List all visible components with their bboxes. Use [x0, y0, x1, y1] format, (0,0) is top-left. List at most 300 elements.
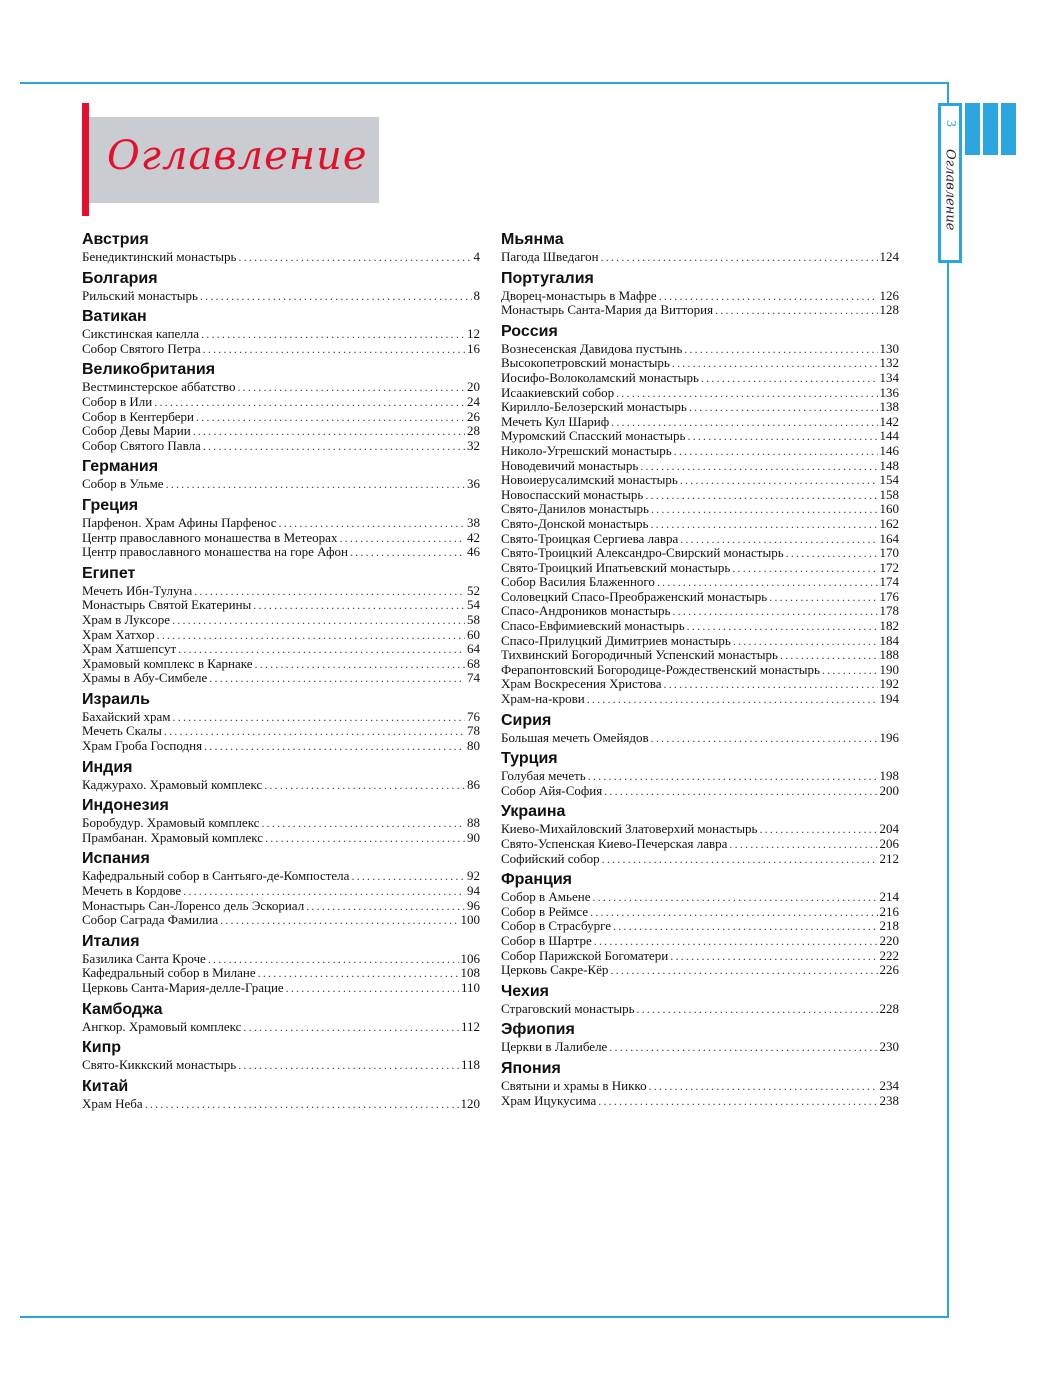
section-tab — [938, 103, 1028, 263]
toc-entry[interactable] — [82, 584, 480, 599]
dot-leader — [590, 905, 877, 920]
toc-entry[interactable] — [501, 604, 899, 619]
entry-page-number: 54 — [467, 597, 480, 613]
frame-right-line — [947, 82, 949, 1318]
toc-entry[interactable] — [82, 981, 480, 996]
entry-page-number: 182 — [879, 618, 899, 634]
toc-entry[interactable] — [82, 739, 480, 754]
tab-label: Оглавление — [942, 149, 958, 231]
entry-title: Страговский монастырь — [501, 1000, 635, 1016]
entry-page-number: 108 — [460, 965, 480, 981]
dot-leader — [640, 459, 877, 474]
entry-title: Храмовый комплекс в Карнаке — [82, 655, 253, 671]
entry-title: Новодевичий монастырь — [501, 457, 639, 473]
toc-entry[interactable] — [501, 634, 899, 649]
entry-page-number: 174 — [879, 574, 899, 590]
toc-entry[interactable] — [501, 303, 899, 318]
toc-entry[interactable] — [82, 913, 480, 928]
entry-page-number: 204 — [879, 821, 899, 837]
entry-title: Большая мечеть Омейядов — [501, 729, 649, 745]
toc-section — [82, 758, 480, 793]
entry-page-number: 28 — [467, 423, 480, 439]
entry-page-number: 170 — [879, 545, 899, 561]
toc-entry[interactable] — [501, 692, 899, 707]
toc-entry[interactable] — [501, 532, 899, 547]
entry-page-number: 118 — [460, 1057, 480, 1073]
toc-section — [501, 982, 899, 1017]
dot-leader — [183, 884, 465, 899]
dot-leader — [715, 303, 877, 318]
entry-page-number: 162 — [879, 515, 899, 531]
toc-entry[interactable] — [82, 531, 480, 546]
frame-bottom-line — [20, 1316, 948, 1318]
entry-title: Высокопетровский монастырь — [501, 355, 670, 371]
entry-page-number: 238 — [879, 1092, 899, 1108]
entry-page-number: 36 — [467, 476, 480, 492]
entry-page-number: 146 — [879, 442, 899, 458]
entry-title: Киево-Михайловский Златоверхий монастырь — [501, 821, 758, 837]
toc-entry[interactable] — [82, 642, 480, 657]
dot-leader — [254, 657, 465, 672]
toc-entry[interactable] — [501, 949, 899, 964]
entry-title: Мечеть Ибн-Тулуна — [82, 582, 193, 598]
toc-entry[interactable] — [501, 837, 899, 852]
entry-title: Центр православного монашества на горе Афон — [82, 544, 348, 560]
entry-page-number: 206 — [879, 836, 899, 851]
entry-page-number: 86 — [467, 776, 480, 792]
toc-entry[interactable] — [82, 628, 480, 643]
toc-entry[interactable] — [501, 250, 899, 265]
entry-page-number: 142 — [879, 413, 899, 429]
toc-entry[interactable] — [501, 963, 899, 978]
entry-title: Николо-Угрешский монастырь — [501, 442, 672, 458]
toc-section — [82, 230, 480, 265]
entry-title: Соловецкий Спасо-Преображенский монастырь — [501, 588, 768, 604]
entry-page-number: 172 — [879, 559, 899, 575]
title-red-bar — [82, 103, 89, 216]
toc-entry[interactable] — [501, 590, 899, 605]
toc-entry[interactable] — [501, 575, 899, 590]
toc-column-left — [82, 230, 480, 1115]
toc-section — [82, 307, 480, 356]
toc-entry[interactable] — [501, 1040, 899, 1055]
entry-title: Вестминстерское аббатство — [82, 379, 236, 395]
dot-leader — [172, 613, 465, 628]
entry-page-number: 200 — [879, 782, 899, 798]
entry-title: Храм Неба — [82, 1095, 143, 1111]
toc-entry[interactable] — [501, 400, 899, 415]
entry-page-number: 130 — [879, 340, 899, 356]
entry-page-number: 138 — [879, 399, 899, 415]
dot-leader — [651, 502, 878, 517]
dot-leader — [689, 400, 878, 415]
toc-entry[interactable] — [82, 613, 480, 628]
toc-entry[interactable] — [82, 516, 480, 531]
toc-entry[interactable] — [501, 1079, 899, 1094]
toc-entry[interactable] — [82, 831, 480, 846]
entry-title: Кафедральный собор в Сантьяго-де-Компостела — [82, 868, 350, 884]
dot-leader — [680, 473, 878, 488]
entry-title: Исаакиевский собор — [501, 384, 615, 400]
toc-entry[interactable] — [501, 731, 899, 746]
frame-top-line — [20, 82, 948, 84]
dot-leader — [651, 731, 878, 746]
entry-page-number: 222 — [879, 947, 899, 963]
dot-leader — [351, 869, 465, 884]
toc-entry[interactable] — [501, 919, 899, 934]
dot-leader — [786, 546, 878, 561]
entry-page-number: 124 — [879, 249, 899, 264]
entry-page-number: 214 — [879, 889, 899, 905]
entry-title: Парфенон. Храм Афины Парфенос — [82, 514, 277, 530]
dot-leader — [609, 1040, 877, 1055]
toc-entry[interactable] — [82, 380, 480, 395]
entry-title: Центр православного монашества в Метеорах — [82, 529, 338, 545]
dot-leader — [279, 516, 465, 531]
page-title: Оглавление — [107, 133, 368, 179]
toc-entry[interactable] — [82, 289, 480, 304]
entry-title: Храмы в Абу-Симбеле — [82, 670, 208, 686]
toc-entry[interactable] — [82, 598, 480, 613]
entry-page-number: 190 — [879, 661, 899, 677]
entry-page-number: 110 — [460, 980, 480, 995]
dot-leader — [261, 816, 465, 831]
toc-section — [501, 1059, 899, 1108]
entry-title: Собор Святого Петра — [82, 340, 201, 356]
toc-entry[interactable] — [82, 477, 480, 492]
dot-leader — [203, 439, 465, 454]
entry-title: Церковь Санта-Мария-делле-Грацие — [82, 980, 284, 995]
tab-inner — [941, 106, 959, 260]
entry-page-number: 234 — [879, 1077, 899, 1093]
dot-leader — [594, 934, 878, 949]
toc-entry[interactable] — [82, 899, 480, 914]
dot-leader — [209, 671, 465, 686]
country-heading: Япония — [501, 1059, 561, 1077]
toc-entry[interactable] — [501, 1094, 899, 1109]
toc-entry[interactable] — [82, 710, 480, 725]
toc-section — [501, 269, 899, 318]
entry-page-number: 16 — [467, 340, 480, 356]
entry-title: Бахайский храм — [82, 708, 171, 724]
entry-title: Храм Воскресения Христова — [501, 676, 662, 692]
entry-page-number: 184 — [879, 632, 899, 648]
toc-entry[interactable] — [501, 619, 899, 634]
toc-entry[interactable] — [82, 1097, 480, 1112]
toc-entry[interactable] — [501, 663, 899, 678]
toc-entry[interactable] — [501, 546, 899, 561]
toc-section — [82, 457, 480, 492]
dot-leader — [200, 289, 472, 304]
toc-entry[interactable] — [501, 488, 899, 503]
toc-entry[interactable] — [501, 769, 899, 784]
entry-title: Свято-Успенская Киево-Печерская лавра — [501, 836, 728, 851]
entry-page-number: 32 — [467, 437, 480, 453]
dot-leader — [649, 1079, 878, 1094]
entry-title: Свято-Троицкая Сергиева лавра — [501, 530, 679, 546]
entry-page-number: 88 — [467, 815, 480, 831]
toc-section — [82, 269, 480, 304]
entry-page-number: 188 — [879, 647, 899, 663]
entry-page-number: 154 — [879, 472, 899, 488]
country-heading: Кипр — [82, 1039, 122, 1057]
toc-section — [501, 870, 899, 978]
toc-entry[interactable] — [501, 289, 899, 304]
dot-leader — [145, 1097, 459, 1112]
toc-entry[interactable] — [82, 1058, 480, 1073]
entry-title: Вознесенская Давидова пустынь — [501, 340, 683, 356]
entry-page-number: 164 — [879, 530, 899, 546]
dot-leader — [339, 531, 465, 546]
dot-leader — [687, 619, 878, 634]
toc-section — [82, 690, 480, 754]
entry-page-number: 178 — [879, 603, 899, 619]
entry-page-number: 96 — [467, 897, 480, 913]
toc-section — [501, 230, 899, 265]
entry-page-number: 198 — [879, 768, 899, 784]
toc-entry[interactable] — [82, 966, 480, 981]
entry-title: Свято-Киккский монастырь — [82, 1057, 237, 1073]
toc-section — [82, 564, 480, 686]
toc-section — [501, 322, 899, 707]
dot-leader — [592, 890, 877, 905]
toc-section — [501, 711, 899, 746]
toc-entry[interactable] — [82, 671, 480, 686]
toc-entry[interactable] — [82, 869, 480, 884]
toc-entry[interactable] — [501, 517, 899, 532]
entry-page-number: 68 — [467, 655, 480, 671]
dot-leader — [196, 410, 465, 425]
entry-page-number: 196 — [879, 729, 899, 745]
dot-leader — [208, 952, 459, 967]
entry-title: Собор Святого Павла — [82, 437, 201, 453]
toc-entry[interactable] — [501, 677, 899, 692]
toc-entry[interactable] — [82, 439, 480, 454]
entry-title: Мечеть Кул Шариф — [501, 413, 610, 429]
toc-section — [501, 749, 899, 798]
entry-page-number: 218 — [879, 918, 899, 934]
toc-entry[interactable] — [82, 884, 480, 899]
dot-leader — [672, 356, 878, 371]
toc-entry[interactable] — [82, 545, 480, 560]
dot-leader — [733, 634, 878, 649]
toc-entry[interactable] — [501, 444, 899, 459]
toc-section — [501, 802, 899, 866]
dot-leader — [684, 342, 877, 357]
dot-leader — [732, 561, 877, 576]
entry-title: Базилика Санта Кроче — [82, 950, 206, 966]
country-heading: Индия — [82, 758, 133, 776]
toc-entry[interactable] — [501, 386, 899, 401]
entry-title: Храм Хатхор — [82, 626, 155, 642]
entry-page-number: 194 — [879, 691, 899, 707]
entry-title: Собор в Шартре — [501, 932, 592, 948]
entry-title: Собор в Кентербери — [82, 408, 194, 424]
toc-entry[interactable] — [501, 905, 899, 920]
entry-page-number: 78 — [467, 723, 480, 739]
entry-title: Храм Гроба Господня — [82, 738, 203, 754]
dot-leader — [650, 517, 877, 532]
toc-entry[interactable] — [501, 356, 899, 371]
entry-page-number: 192 — [879, 676, 899, 692]
toc-entry[interactable] — [82, 1020, 480, 1035]
dot-leader — [601, 250, 878, 265]
toc-entry[interactable] — [82, 657, 480, 672]
toc-entry[interactable] — [501, 890, 899, 905]
entry-page-number: 144 — [879, 428, 899, 444]
entry-page-number: 90 — [467, 829, 480, 845]
entry-page-number: 158 — [879, 486, 899, 502]
dot-leader — [602, 852, 878, 867]
entry-title: Собор Девы Марии — [82, 423, 191, 439]
entry-title: Голубая мечеть — [501, 768, 586, 784]
toc-entry[interactable] — [82, 952, 480, 967]
dot-leader — [610, 963, 877, 978]
toc-entry[interactable] — [82, 424, 480, 439]
toc-entry[interactable] — [82, 395, 480, 410]
entry-title: Святыни и храмы в Никко — [501, 1077, 647, 1093]
entry-title: Монастырь Сан-Лоренсо дель Эскориал — [82, 897, 305, 913]
country-heading: Турция — [501, 750, 558, 768]
toc-section — [82, 849, 480, 927]
toc-section — [82, 360, 480, 453]
entry-title: Мечеть в Кордове — [82, 883, 182, 899]
entry-page-number: 4 — [473, 249, 480, 264]
country-heading: Украина — [501, 803, 566, 821]
entry-page-number: 120 — [460, 1095, 480, 1111]
entry-title: Монастырь Санта-Мария да Виттория — [501, 302, 714, 318]
dot-leader — [238, 250, 471, 265]
dot-leader — [157, 628, 465, 643]
toc-entry[interactable] — [501, 784, 899, 799]
toc-section — [82, 796, 480, 845]
entry-page-number: 26 — [467, 408, 480, 424]
tab-stripe-1 — [965, 103, 980, 155]
dot-leader — [604, 784, 877, 799]
entry-title: Новоиерусалимский монастырь — [501, 472, 678, 488]
entry-title: Собор Айя-София — [501, 782, 603, 798]
toc-entry[interactable] — [82, 327, 480, 342]
entry-title: Спасо-Евфимиевский монастырь — [501, 618, 685, 634]
entry-title: Свято-Троицкий Ипатьевский монастырь — [501, 559, 731, 575]
dot-leader — [588, 769, 878, 784]
toc-entry[interactable] — [501, 852, 899, 867]
country-heading: Испания — [82, 850, 150, 868]
toc-entry[interactable] — [501, 822, 899, 837]
toc-section — [82, 1038, 480, 1073]
entry-page-number: 106 — [460, 950, 480, 966]
entry-page-number: 64 — [467, 641, 480, 657]
entry-page-number: 38 — [467, 514, 480, 530]
entry-title: Пагода Шведагон — [501, 249, 599, 264]
country-heading: Чехия — [501, 982, 549, 1000]
entry-page-number: 126 — [879, 287, 899, 303]
entry-title: Свято-Троицкий Александро-Свирский монастырь — [501, 545, 784, 561]
entry-page-number: 76 — [467, 708, 480, 724]
toc-entry[interactable] — [82, 342, 480, 357]
entry-page-number: 74 — [467, 670, 480, 686]
toc-entry[interactable] — [501, 934, 899, 949]
dot-leader — [238, 1058, 459, 1073]
toc-column-right — [501, 230, 899, 1112]
toc-entry[interactable] — [501, 648, 899, 663]
toc-entry[interactable] — [501, 473, 899, 488]
entry-title: Храм в Луксоре — [82, 611, 171, 627]
toc-entry[interactable] — [82, 816, 480, 831]
dot-leader — [637, 1002, 878, 1017]
toc-entry[interactable] — [501, 342, 899, 357]
dot-leader — [701, 371, 878, 386]
dot-leader — [204, 739, 465, 754]
entry-title: Храм Ицукусима — [501, 1092, 597, 1108]
toc-entry[interactable] — [501, 459, 899, 474]
entry-title: Боробудур. Храмовый комплекс — [82, 815, 260, 831]
dot-leader — [670, 949, 877, 964]
country-heading: Китай — [82, 1077, 129, 1095]
toc-entry[interactable] — [501, 429, 899, 444]
toc-entry[interactable] — [82, 724, 480, 739]
country-heading: Сирия — [501, 711, 552, 729]
entry-title: Мечеть Скалы — [82, 723, 162, 739]
page-number: 3 — [943, 120, 958, 127]
dot-leader — [674, 444, 878, 459]
country-heading: Мьянма — [501, 231, 564, 248]
entry-title: Свято-Донской монастырь — [501, 515, 649, 531]
toc-entry[interactable] — [501, 371, 899, 386]
country-heading: Ватикан — [82, 308, 147, 326]
toc-entry[interactable] — [82, 250, 480, 265]
dot-leader — [687, 429, 877, 444]
entry-title: Собор Василия Блаженного — [501, 574, 655, 590]
dot-leader — [306, 899, 465, 914]
toc-section — [82, 1000, 480, 1035]
entry-title: Спасо-Прилуцкий Димитриев монастырь — [501, 632, 731, 648]
toc-entry[interactable] — [82, 410, 480, 425]
toc-entry[interactable] — [501, 415, 899, 430]
toc-entry[interactable] — [501, 561, 899, 576]
entry-title: Монастырь Святой Екатерины — [82, 597, 252, 613]
entry-page-number: 230 — [879, 1039, 899, 1055]
toc-entry[interactable] — [82, 778, 480, 793]
country-heading: Эфиопия — [501, 1021, 575, 1039]
entry-title: Церковь Сакре-Кёр — [501, 962, 609, 978]
entry-page-number: 94 — [467, 883, 480, 899]
dot-leader — [220, 913, 458, 928]
country-heading: Австрия — [82, 231, 149, 248]
entry-title: Ангкор. Храмовый комплекс — [82, 1018, 242, 1034]
entry-title: Свято-Данилов монастырь — [501, 501, 649, 517]
country-heading: Египет — [82, 564, 136, 582]
dot-leader — [680, 532, 877, 547]
entry-page-number: 132 — [879, 355, 899, 371]
entry-page-number: 226 — [879, 962, 899, 978]
dot-leader — [286, 981, 459, 996]
entry-page-number: 58 — [467, 611, 480, 627]
dot-leader — [664, 677, 878, 692]
toc-entry[interactable] — [501, 502, 899, 517]
dot-leader — [154, 395, 465, 410]
country-heading: Франция — [501, 871, 572, 889]
toc-entry[interactable] — [501, 1002, 899, 1017]
dot-leader — [657, 575, 878, 590]
tab-main — [938, 103, 962, 263]
dot-leader — [203, 342, 465, 357]
entry-page-number: 160 — [879, 501, 899, 517]
dot-leader — [780, 648, 878, 663]
entry-page-number: 216 — [879, 903, 899, 919]
entry-title: Тихвинский Богородичный Успенский монастырь — [501, 647, 778, 663]
dot-leader — [166, 477, 465, 492]
